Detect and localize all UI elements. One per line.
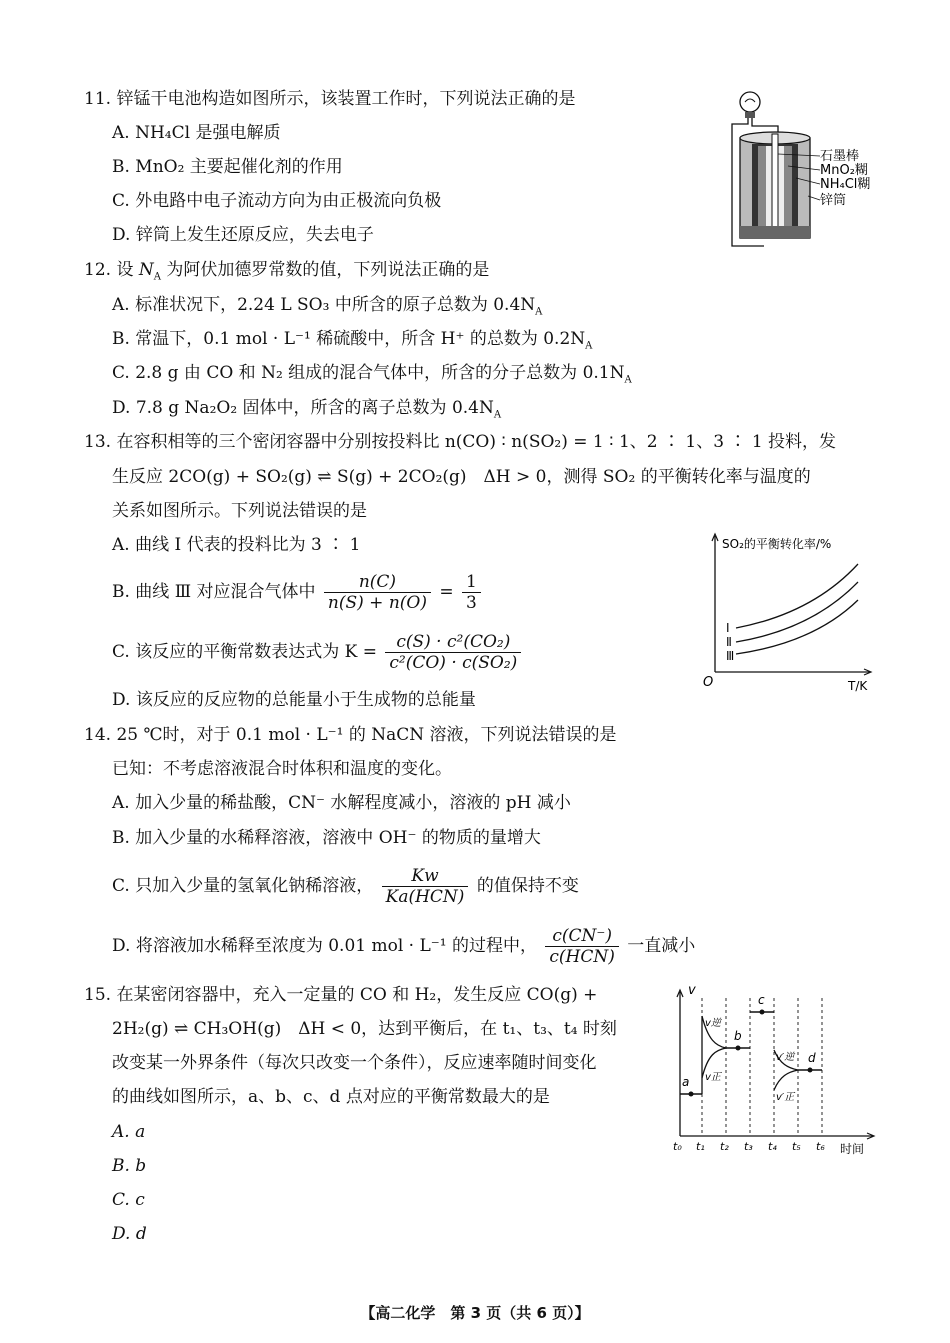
- tick-t1: t₁: [696, 1140, 705, 1153]
- q15-line-2: 2H₂(g) ⇌ CH₃OH(g) ΔH < 0，达到平衡后，在 t₁、t₃、t₄ 时刻: [112, 1019, 617, 1039]
- q11-option-c: C. 外电路中电子流动方向为由正极流向负极: [112, 191, 442, 211]
- q14-option-b: B. 加入少量的水稀释溶液，溶液中 OH⁻ 的物质的量增大: [112, 828, 541, 848]
- q12-option-d: D. 7.8 g Na₂O₂ 固体中，所含的离子总数为 $0.4N_A$: [112, 398, 502, 421]
- rate-label-v-reverse-prime: v′逆: [776, 1052, 795, 1063]
- q13-option-b: B. 曲线 Ⅲ 对应混合气体中 $\frac{n(C)}{n(S) + n(O)}$ = $\frac{1}{3}$: [112, 570, 484, 614]
- label-nh4cl-paste: NH₄Cl糊: [820, 177, 871, 192]
- q15-option-d: D. d: [112, 1224, 147, 1244]
- q13-line-3: 关系如图所示。下列说法错误的是: [112, 501, 367, 521]
- q15-line-3: 改变某一外界条件（每次只改变一个条件），反应速率随时间变化: [112, 1053, 597, 1073]
- point-a-label: a: [682, 1075, 690, 1089]
- q12-stem: 12. 设 $N_A$ 为阿伏加德罗常数的值，下列说法正确的是: [84, 260, 490, 283]
- q12-option-b: B. 常温下，0.1 mol · L⁻¹ 稀硫酸中，所含 H⁺ 的总数为 $0.2N_A$: [112, 329, 593, 352]
- point-b-label: b: [734, 1029, 742, 1043]
- curve-label-1: Ⅰ: [726, 621, 730, 635]
- battery-diagram: [712, 86, 892, 256]
- label-mno2-paste: MnO₂糊: [820, 163, 868, 178]
- label-graphite-rod: 石墨棒: [820, 149, 860, 164]
- q13-option-c: C. 该反应的平衡常数表达式为 K = $\frac{\text{c(S) · c²(CO₂)}}{\text{c²(CO) · c(SO₂)}}$: [112, 630, 524, 674]
- q15-option-c: C. c: [112, 1190, 145, 1210]
- page-footer: 【高二化学 第 3 页（共 6 页）】: [360, 1304, 590, 1322]
- q14-option-a: A. 加入少量的稀盐酸，CN⁻ 水解程度减小，溶液的 pH 减小: [112, 793, 571, 813]
- q14-note: 已知：不考虑溶液混合时体积和温度的变化。: [112, 759, 452, 779]
- tick-t2: t₂: [720, 1140, 729, 1153]
- q12-option-a: A. 标准状况下，2.24 L SO₃ 中所含的原子总数为 $0.4N_A$: [112, 295, 543, 318]
- curve-label-2: Ⅱ: [726, 635, 732, 649]
- rate-label-v-forward-prime: v′正: [776, 1092, 795, 1103]
- q11-option-d: D. 锌筒上发生还原反应，失去电子: [112, 225, 374, 245]
- chart-origin: O: [703, 675, 714, 690]
- chart-y-label: SO₂的平衡转化率/%: [722, 537, 832, 551]
- q11-stem: 11. 锌锰干电池构造如图所示，该装置工作时，下列说法正确的是: [84, 89, 576, 109]
- curve-label-3: Ⅲ: [726, 649, 735, 663]
- q14-option-c: C. 只加入少量的氢氧化钠稀溶液， $\frac{Kw}{\text{Ka(HCN)}}$ 的值保持不变: [112, 866, 579, 907]
- rate-label-v-reverse: v逆: [705, 1018, 721, 1029]
- q13-option-d: D. 该反应的反应物的总能量小于生成物的总能量: [112, 690, 476, 710]
- point-c-label: c: [758, 993, 765, 1007]
- label-zinc-can: 锌筒: [820, 193, 847, 208]
- tick-t5: t₅: [792, 1140, 801, 1153]
- q11-option-b: B. MnO₂ 主要起催化剂的作用: [112, 157, 343, 177]
- rate-label-v-forward: v正: [705, 1072, 721, 1083]
- q11-option-a: A. NH₄Cl 是强电解质: [112, 123, 281, 143]
- curve-2: [736, 582, 858, 642]
- tick-t3: t₃: [744, 1140, 753, 1153]
- q14-stem: 14. 25 ℃时，对于 0.1 mol · L⁻¹ 的 NaCN 溶液，下列说法错误的是: [84, 725, 617, 745]
- tick-t4: t₄: [768, 1140, 777, 1153]
- tick-t0: t₀: [673, 1140, 682, 1153]
- axis-v-label: v: [688, 983, 696, 998]
- curve-1: [736, 564, 858, 628]
- q15-line-4: 的曲线如图所示，a、b、c、d 点对应的平衡常数最大的是: [112, 1087, 550, 1107]
- point-d-label: d: [808, 1051, 816, 1065]
- axis-time-label: 时间: [840, 1142, 865, 1156]
- chart-x-label: T/K: [848, 679, 868, 693]
- q12-option-c: C. 2.8 g 由 CO 和 N₂ 组成的混合气体中，所含的分子总数为 $0.1N_A$: [112, 363, 632, 386]
- q13-option-a: A. 曲线 Ⅰ 代表的投料比为 3 ∶ 1: [112, 535, 361, 555]
- q13-line-1: 13. 在容积相等的三个密闭容器中分别按投料比 n(CO) ∶ n(SO₂) = 1 ∶ 1、2 ∶ 1、3 ∶ 1 投料，发: [84, 432, 837, 452]
- tick-t6: t₆: [816, 1140, 825, 1153]
- q14-option-d: D. 将溶液加水稀释至浓度为 0.01 mol · L⁻¹ 的过程中， $\frac{c(CN^-)}{\text{c(HCN)}}$ 一直减小: [112, 926, 696, 967]
- q15-line-1: 15. 在某密闭容器中，充入一定量的 CO 和 H₂，发生反应 CO(g) +: [84, 985, 598, 1005]
- bulb-icon: [740, 92, 760, 112]
- q13-line-2: 生反应 2CO(g) + SO₂(g) ⇌ S(g) + 2CO₂(g) ΔH > 0，测得 SO₂ 的平衡转化率与温度的: [112, 467, 811, 487]
- rate-time-chart: [668, 980, 883, 1160]
- q15-option-a: A. a: [112, 1122, 146, 1142]
- q15-option-b: B. b: [112, 1156, 147, 1176]
- so2-conversion-chart: [698, 530, 888, 695]
